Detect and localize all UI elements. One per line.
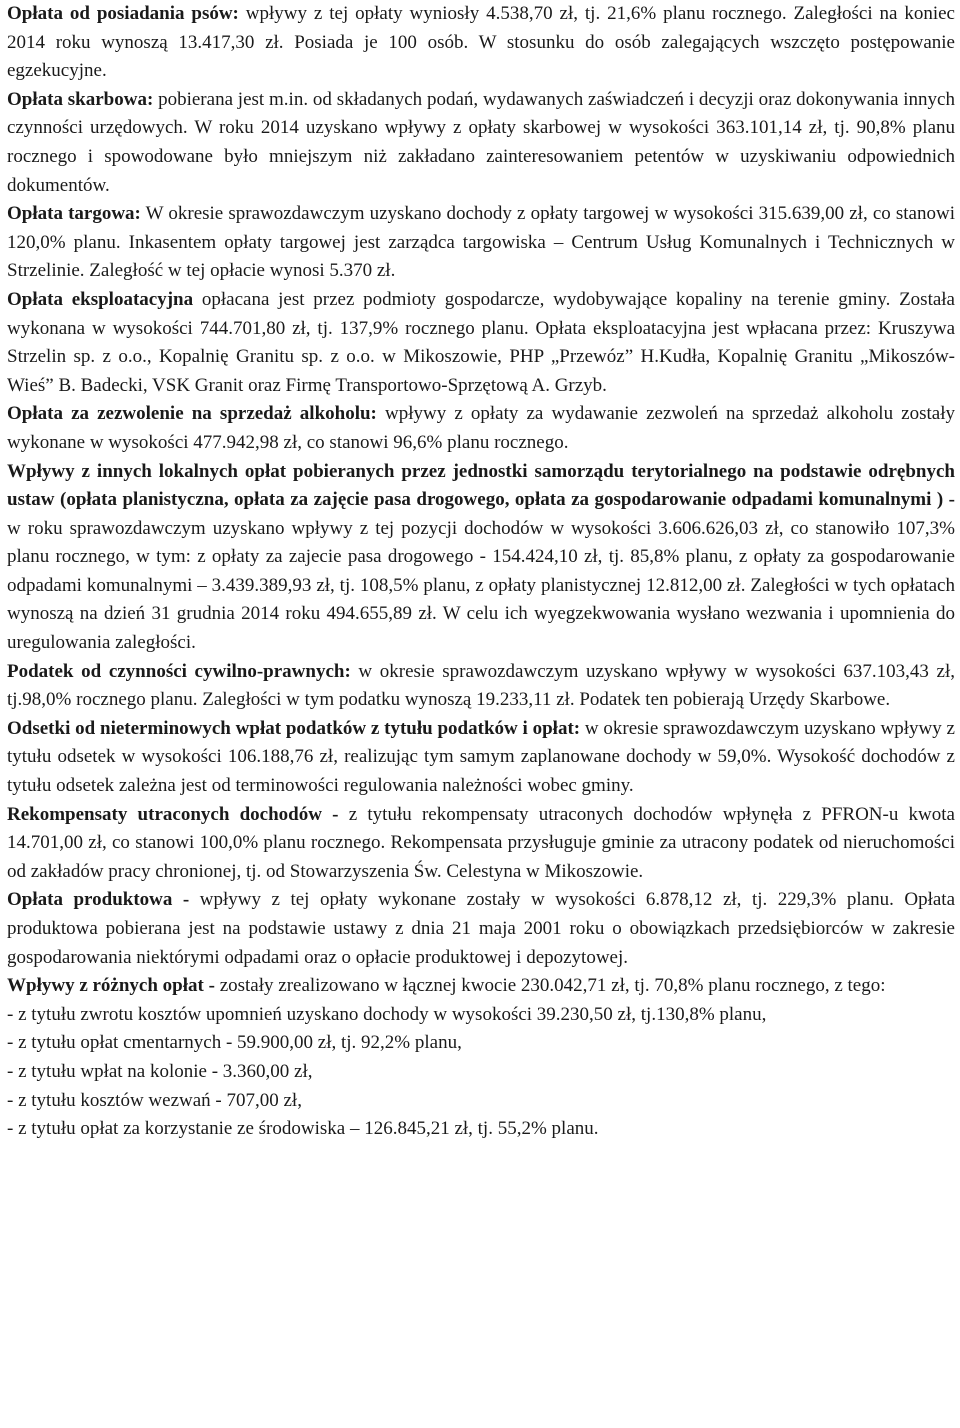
paragraph-lokalne-oplaty xyxy=(7,458,955,658)
paragraph-heading: Podatek od czynności cywilno-prawnych: xyxy=(7,660,351,682)
paragraph-targowa xyxy=(7,200,955,286)
paragraph-alkohol xyxy=(7,400,955,457)
paragraph-body: w okresie sprawozdawczym uzyskano wpływy w wysokości 637.103,43 zł, tj.98,0% rocznego planu. Zaległości w tym podatku wynoszą 19.233,11 zł. Podatek ten pobierają Urzędy Skarbowe. xyxy=(7,660,955,711)
paragraph-body: opłacana jest przez podmioty gospodarcze, wydobywające kopaliny na terenie gminy. Została wykonana w wysokości 744.701,80 zł, tj. 137,9% rocznego planu. Opłata eksploatacyjna jest wpłacana przez: Kruszywa Strzelin sp. z o.o., Kopalnię Granitu sp. z o.o. w Mikoszowie, PHP „Przewóz” H.Kudła, Kopalnię Granitu „Mikoszów-Wieś” B. Badecki, VSK Granit oraz Firmę Transportowo-Sprzętową A. Grzyb. xyxy=(7,288,955,396)
paragraph-heading: Opłata od posiadania psów: xyxy=(7,3,239,24)
paragraph-body: pobierana jest m.in. od składanych podań, wydawanych zaświadczeń i decyzji oraz dokonywania innych czynności urzędowych. W roku 2014 uzyskano wpływy z opłaty skarbowej w wysokości 363.101,14 zł, tj. 90,8% planu rocznego i spowodowane było mniejszym niż zakładano zainteresowaniem petentów w uzyskiwaniu odpowiednich dokumentów. xyxy=(7,88,955,196)
paragraph-psy xyxy=(7,0,955,86)
paragraph-heading: Opłata produktowa - xyxy=(7,889,190,911)
paragraph-heading: Wpływy z różnych opłat - xyxy=(7,975,215,997)
paragraph-skarbowa xyxy=(7,86,955,200)
paragraph-body: wpływy z opłaty za wydawanie zezwoleń na sprzedaż alkoholu zostały wykonane w wysokości 477.942,98 zł, co stanowi 96,6% planu rocznego. xyxy=(7,403,955,453)
paragraph-heading: Opłata eksploatacyjna xyxy=(7,288,194,310)
paragraph-heading: Wpływy z innych lokalnych opłat pobieranych przez jednostki samorządu terytorialnego na podstawie odrębnych ustaw (opłata planistyczna, opłata za zajęcie pasa drogowego, opłata za gospodarowanie odpadami komunalnymi ) - xyxy=(7,460,955,511)
list-item: - z tytułu kosztów wezwań - 707,00 zł, xyxy=(7,1089,302,1111)
paragraph-rekompensaty xyxy=(7,801,955,887)
paragraph-body: zostały zrealizowano w łącznej kwocie 230.042,71 zł, tj. 70,8% planu rocznego, z tego: xyxy=(214,975,886,997)
paragraph-rozne-oplaty xyxy=(7,972,955,1001)
paragraph-odsetki xyxy=(7,715,955,801)
document-page xyxy=(7,0,955,1144)
paragraph-heading: Rekompensaty utraconych dochodów - xyxy=(7,803,339,825)
paragraph-heading: Odsetki od nieterminowych wpłat podatków z tytułu podatków i opłat: xyxy=(7,717,581,739)
paragraph-body: z tytułu rekompensaty utraconych dochodów wpłynęła z PFRON-u kwota 14.701,00 zł, co stanowi 100,0% planu rocznego. Rekompensata przysługuje gminie za utracony podatek od nieruchomości od zakładów pracy chronionej, tj. od Stowarzyszenia Św. Celestyna w Mikoszowie. xyxy=(7,803,955,882)
paragraph-heading: Opłata za zezwolenie na sprzedaż alkoholu: xyxy=(7,403,377,425)
fees-breakdown-list xyxy=(7,1001,955,1144)
paragraph-body: w roku sprawozdawczym uzyskano wpływy z tej pozycji dochodów w wysokości 3.606.626,03 zł, co stanowiło 107,3% planu rocznego, w tym: z opłaty za zajecie pasa drogowego - 154.424,10 zł, tj. 85,8% planu, z opłaty za gospodarowanie odpadami komunalnymi – 3.439.389,93 zł, tj. 108,5% planu, z opłaty planistycznej 12.812,00 zł. Zaległości w tych opłatach wynoszą na dzień 31 grudnia 2014 roku 494.655,89 zł. W celu ich wyegzekwowania wysłano wezwania i upomnienia do uregulowania zaległości. xyxy=(7,517,955,654)
paragraph-body: wpływy z tej opłaty wyniosły 4.538,70 zł, tj. 21,6% planu rocznego. Zaległości na koniec 2014 roku wynoszą 13.417,30 zł. Posiada je 100 osób. W stosunku do osób zalegających wszczęto postępowanie egzekucyjne. xyxy=(7,3,955,82)
paragraph-body: W okresie sprawozdawczym uzyskano dochody z opłaty targowej w wysokości 315.639,00 zł, co stanowi 120,0% planu. Inkasentem opłaty targowej jest zarządca targowiska – Centrum Usług Komunalnych i Technicznych w Strzelinie. Zaległość w tej opłacie wynosi 5.370 zł. xyxy=(7,203,955,282)
paragraph-body: wpływy z tej opłaty wykonane zostały w wysokości 6.878,12 zł, tj. 229,3% planu. Opłata produktowa pobierana jest na podstawie ustawy z dnia 21 maja 2001 roku o obowiązkach przedsiębiorców w zakresie gospodarowania niektórymi odpadami oraz o opłacie produktowej i depozytowej. xyxy=(7,889,955,968)
list-item: - z tytułu opłat za korzystanie ze środowiska – 126.845,21 zł, tj. 55,2% planu. xyxy=(7,1118,599,1140)
paragraph-body: w okresie sprawozdawczym uzyskano wpływy z tytułu odsetek w wysokości 106.188,76 zł, realizując tym samym zaplanowane dochody w 59,0%. Wysokość dochodów z tytułu odsetek zależna jest od terminowości regulowania należności wobec gminy. xyxy=(7,717,955,797)
list-item: - z tytułu opłat cmentarnych - 59.900,00 zł, tj. 92,2% planu, xyxy=(7,1032,462,1054)
list-item: - z tytułu zwrotu kosztów upomnień uzyskano dochody w wysokości 39.230,50 zł, tj.130,8% planu, xyxy=(7,1003,767,1025)
paragraph-pcc xyxy=(7,658,955,715)
paragraph-heading: Opłata targowa: xyxy=(7,203,141,225)
list-item: - z tytułu wpłat na kolonie - 3.360,00 zł, xyxy=(7,1060,313,1082)
paragraph-produktowa xyxy=(7,886,955,972)
paragraph-eksploatacyjna xyxy=(7,286,955,400)
paragraph-heading: Opłata skarbowa: xyxy=(7,88,154,110)
